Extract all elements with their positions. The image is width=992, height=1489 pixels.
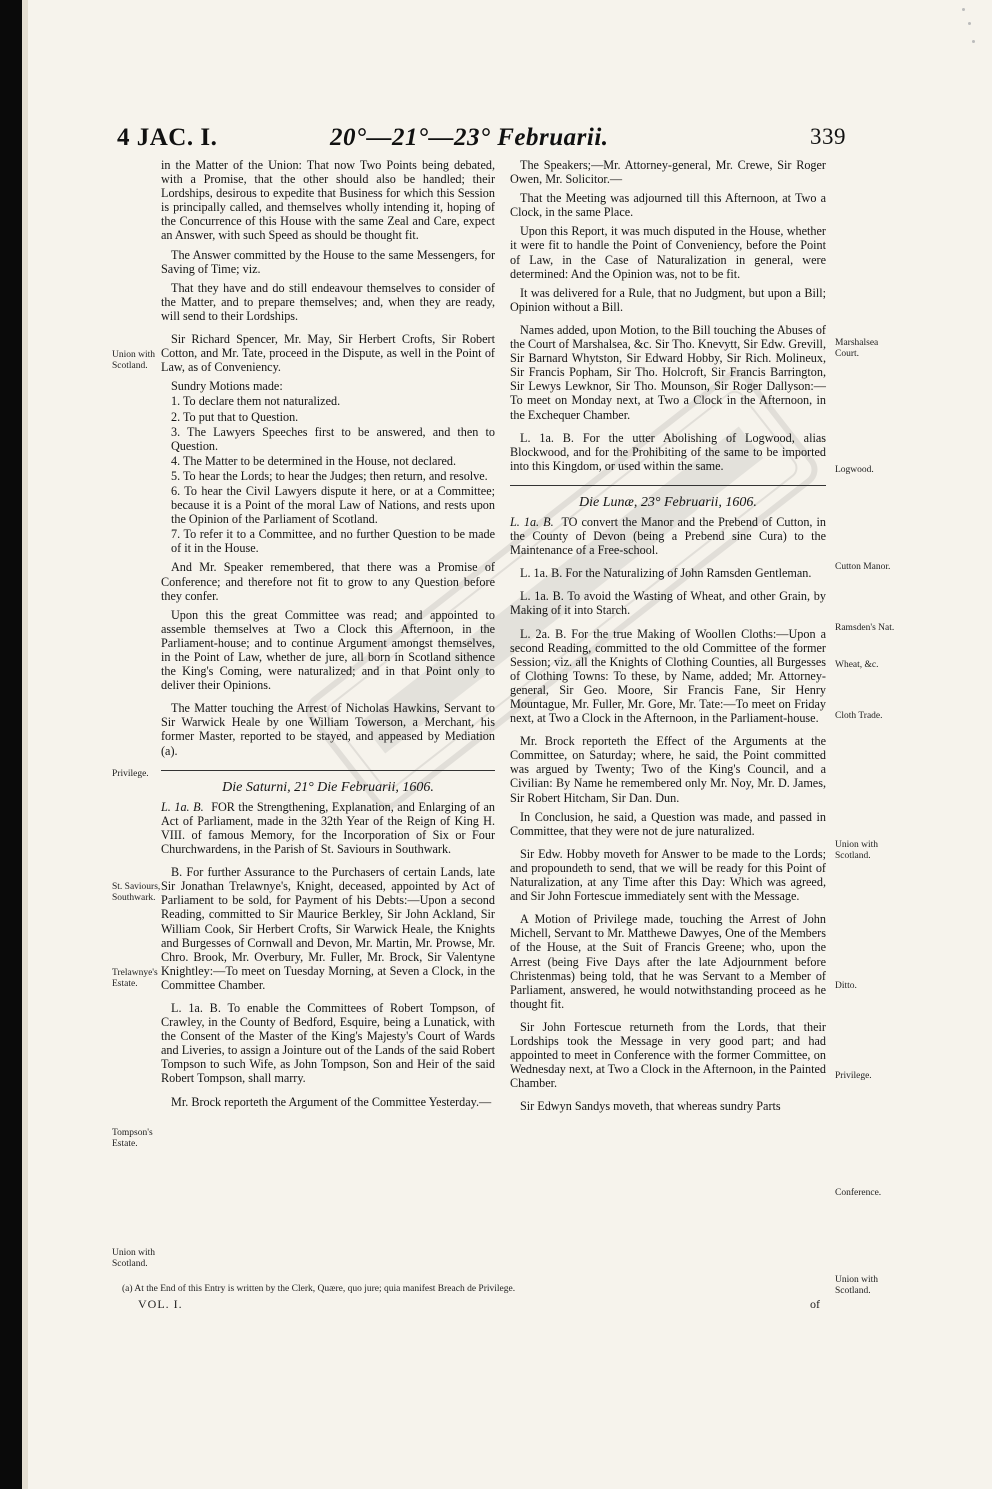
margin-note: St. Saviours, Southwark.: [112, 882, 161, 903]
margin-note: Union with Scotland.: [835, 1275, 879, 1296]
motion-item: 6. To hear the Civil Lawyers dispute it here, or at a Committee; because it is a Point of the moral Law of Nations, and rests upon the Opinion of the Parliament of Scotland.: [171, 483, 495, 527]
page-number: 339: [810, 124, 846, 149]
margin-note: Tompson's Estate.: [112, 1128, 153, 1149]
session-date-heading: Die Saturni, 21° Die Februarii, 1606.: [222, 779, 434, 795]
right-column: [510, 158, 826, 1118]
margin-note: Privilege.: [835, 1071, 872, 1081]
bill-reading-label: L. 1a. B.: [510, 514, 554, 529]
margin-note: Privilege.: [112, 769, 149, 779]
motion-item: 1. To declare them not naturalized.: [171, 394, 341, 409]
paragraph: That they have and do still endeavour themselves to consider of the Matter, and to prepare themselves; and, when they are ready, will send to their Lordships.: [161, 280, 495, 323]
motion-item: 5. To hear the Lords; to hear the Judges; then return, and resolve.: [171, 468, 488, 483]
left-column: [161, 158, 495, 1114]
scan-speck: [962, 8, 965, 11]
motion-item: 7. To refer it to a Committee, and no further Question to be made of it in the House.: [171, 527, 495, 556]
paragraph: Sundry Motions made:: [171, 379, 283, 394]
margin-note: Cutton Manor.: [835, 562, 891, 572]
paragraph: It was delivered for a Rule, that no Judgment, but upon a Bill; Opinion without a Bill.: [510, 285, 826, 314]
paragraph: in the Matter of the Union: That now Two Points being debated, with a Promise, that the other should also be handled; their Lordships, desirous to expedite that Business for which this Session is principally called, and themselves wholly intending it, hoping of the Concurrence of this House with the same Zeal and Care, expect an Answer, with such Speed as should be thought fit.: [161, 158, 495, 243]
margin-note: Union with Scotland.: [112, 350, 156, 371]
margin-note: Trelawnye's Estate.: [112, 968, 158, 989]
motion-item: 3. The Lawyers Speeches first to be answered, and then to Question.: [171, 424, 495, 453]
margin-note: Ditto.: [835, 981, 857, 991]
running-head-date: 20°—21°—23° Februarii.: [330, 124, 609, 151]
paragraph: Mr. Brock reporteth the Effect of the Arguments at the Committee, on Saturday; where, he said, the Point committed was argued by Twenty; Two of the King's Council, and a Civilian: By Name he remembered only Mr. Noy, Mr. D. James, Sir Robert Hitcham, Sir Dan. Dun.: [510, 734, 826, 805]
paragraph: Sir John Fortescue returneth from the Lords, that their Lordships took the Message in very good part; and had appointed to meet in Conference with the former Committee, on Wednesday next, at Two a Clock in the Afternoon, in the Painted Chamber.: [510, 1019, 826, 1091]
margin-note: Union with Scotland.: [835, 840, 879, 861]
paragraph: B. For further Assurance to the Purchasers of certain Lands, late Sir Jonathan Trelawnye's, Knight, deceased, appointed by Act of Parliament to be sold, for Payment of his Debts:—Upon a second Reading, committed to Sir Maurice Berkley, Sir John Ackland, Sir William Cook, Sir Herbert Crofts, Sir Warwick Heale, the Knights and Burgesses of Cornwall and Devon, Mr. Martin, Mr. Prowse, Mr. Chro. Brook, Mr. Overbury, Mr. Fuller, Mr. Brock, Sir Valentyne Knightley:—To meet on Tuesday Morning, at Seven a Clock, in the Committee Chamber.: [161, 865, 495, 992]
volume-signature: VOL. I.: [138, 1297, 183, 1311]
paragraph: Sir Richard Spencer, Mr. May, Sir Herbert Crofts, Sir Robert Cotton, and Mr. Tate, proceed in the Dispute, as well in the Point of Law, as of Conveniency.: [161, 332, 495, 375]
margin-note: Union with Scotland.: [112, 1248, 156, 1269]
paragraph: That the Meeting was adjourned till this Afternoon, at Two a Clock, in the same Place.: [510, 191, 826, 220]
paragraph: A Motion of Privilege made, touching the Arrest of John Michell, Servant to Mr. Matthewe Dawyes, One of the Members of the House, at the Suit of Francis Greene; who, upon the Arrest (being Five Days after the late Adjournment before Christenmas) being told, that he was Servant to a Member of Parliament, answered, he would notwithstanding proceed as he thought fit.: [510, 912, 826, 1011]
margin-note: Conference.: [835, 1188, 882, 1198]
paragraph: The Speakers;—Mr. Attorney-general, Mr. Crewe, Sir Roger Owen, Mr. Solicitor.—: [510, 158, 826, 187]
running-head-left: 4 JAC. I.: [117, 124, 218, 151]
section-rule: [161, 770, 495, 771]
bill-reading-label: L. 1a. B.: [161, 799, 204, 814]
paragraph: Names added, upon Motion, to the Bill touching the Abuses of the Court of Marshalsea, &c. Sir Tho. Knevytt, Sir Edw. Grevill, Sir Barnard Whytston, Sir Edward Hobby, Sir Rich. Molineux, Sir Francis Popham, Sir Tho. Holcroft, Sir Francis Barrington, Sir Lewys Lewknor, Sir Tho. Mounson, Sir Roger Dallyson:—To meet on Monday next, at Two a Clock in the Afternoon, in the Exchequer Chamber.: [510, 322, 826, 422]
paragraph: L. 2a. B. For the true Making of Woollen Cloths:—Upon a second Reading, committed to the old Committee of the former Session; viz. all the Knights of Clothing Counties, all Burgesses of Clothing Towns: To these, by Name, added; Mr. Attorney-general, Sir Geo. Moore, Sir Francis Fane, Sir Henry Mountague, Mr. Fuller, Mr. Gore, Mr. Tate:—To meet on Friday next, at Two a Clock in the Afternoon, in the Parliament-house.: [510, 626, 826, 726]
session-date-heading: Die Lunæ, 23° Februarii, 1606.: [579, 494, 757, 510]
page-binding-edge: [22, 0, 28, 1489]
paragraph: The Answer committed by the House to the same Messengers, for Saving of Time; viz.: [161, 247, 495, 276]
margin-note: Wheat, &c.: [835, 660, 879, 670]
paragraph: Upon this Report, it was much disputed in the House, whether it were fit to handle the Point of Conveniency, before the Point of Law, in the Case of Naturalization in general, were determined: And the Opinion was, not to be fit.: [510, 224, 826, 281]
scan-speck: [968, 22, 971, 25]
scanned-page: [22, 0, 992, 1489]
paragraph: L. 1a. B. For the utter Abolishing of Logwood, alias Blockwood, and for the Prohibiting of the same to be imported into this Kingdom, or used within the same.: [510, 430, 826, 473]
margin-note: Cloth Trade.: [835, 711, 883, 721]
paragraph: L. 1a. B. To enable the Committees of Robert Tompson, of Crawley, in the County of Bedford, Esquire, being a Lunatick, with the Consent of the Master of the King's Majesty's Court of Wards and Liveries, to assign a Jointure out of the Lands of the said Robert Tompson to such Wife, as John Tompson, Son and Heir of the said Robert Tompson, shall marry.: [161, 1000, 495, 1086]
paragraph: Mr. Brock reporteth the Argument of the Committee Yesterday.—: [171, 1094, 492, 1109]
bill-text: FOR the Strengthening, Explanation, and Enlarging of an Act of Parliament, made in the 32th Year of the Reign of King H. VIII. of famous Memory, for the Incorporation of Six or Four Churchwardens, in the Parish of St. Saviours in Southwark.: [161, 799, 495, 857]
paragraph: L. 1a. B. To avoid the Wasting of Wheat, and other Grain, by Making of it into Starch.: [510, 589, 826, 618]
catchword: of: [810, 1297, 820, 1311]
motion-item: 2. To put that to Question.: [171, 409, 299, 424]
section-rule: [510, 485, 826, 486]
paragraph: And Mr. Speaker remembered, that there was a Promise of Conference; and therefore not fit to grow to any Question before they confer.: [161, 560, 495, 603]
margin-note: Marshalsea Court.: [835, 338, 879, 359]
paragraph: The Matter touching the Arrest of Nicholas Hawkins, Servant to Sir Warwick Heale by one William Towerson, a Merchant, his former Master, reported to be stayed, and appeased by Mediation (a).: [161, 701, 495, 758]
bill-entry: [161, 800, 495, 856]
paragraph: L. 1a. B. For the Naturalizing of John Ramsden Gentleman.: [520, 566, 812, 581]
footnote: (a) At the End of this Entry is written by the Clerk, Quære, quo jure; quia manifest Breach de Privilege.: [122, 1284, 516, 1294]
paragraph: Upon this the great Committee was read; and appointed to assemble themselves at Two a Clock this Afternoon, in the Parliament-house; and to continue Argument amongst themselves, in the Point of Law, whether de jure, all born in Scotland sithence the King's Coming, were naturalized; and in that Point only to deliver their Opinions.: [161, 607, 495, 693]
margin-note: Ramsden's Nat.: [835, 623, 895, 633]
paragraph: Sir Edw. Hobby moveth for Answer to be made to the Lords; and propoundeth to send, that we will be ready for this Point of Naturalization, at any Time after this Day: Which was agreed, and Sir John Fortescue immediately sent with the Message.: [510, 846, 826, 904]
margin-note: Logwood.: [835, 465, 874, 475]
scan-speck: [972, 40, 975, 43]
paragraph: Sir Edwyn Sandys moveth, that whereas sundry Parts: [520, 1099, 781, 1114]
bill-entry: [510, 515, 826, 557]
motion-item: 4. The Matter to be determined in the House, not declared.: [171, 453, 457, 468]
paragraph: In Conclusion, he said, a Question was made, and passed in Committee, that they were not de jure naturalized.: [510, 809, 826, 838]
bill-text: TO convert the Manor and the Prebend of Cutton, in the County of Devon (being a Prebend sine Cura) to the Maintenance of a Free-school.: [510, 514, 826, 558]
